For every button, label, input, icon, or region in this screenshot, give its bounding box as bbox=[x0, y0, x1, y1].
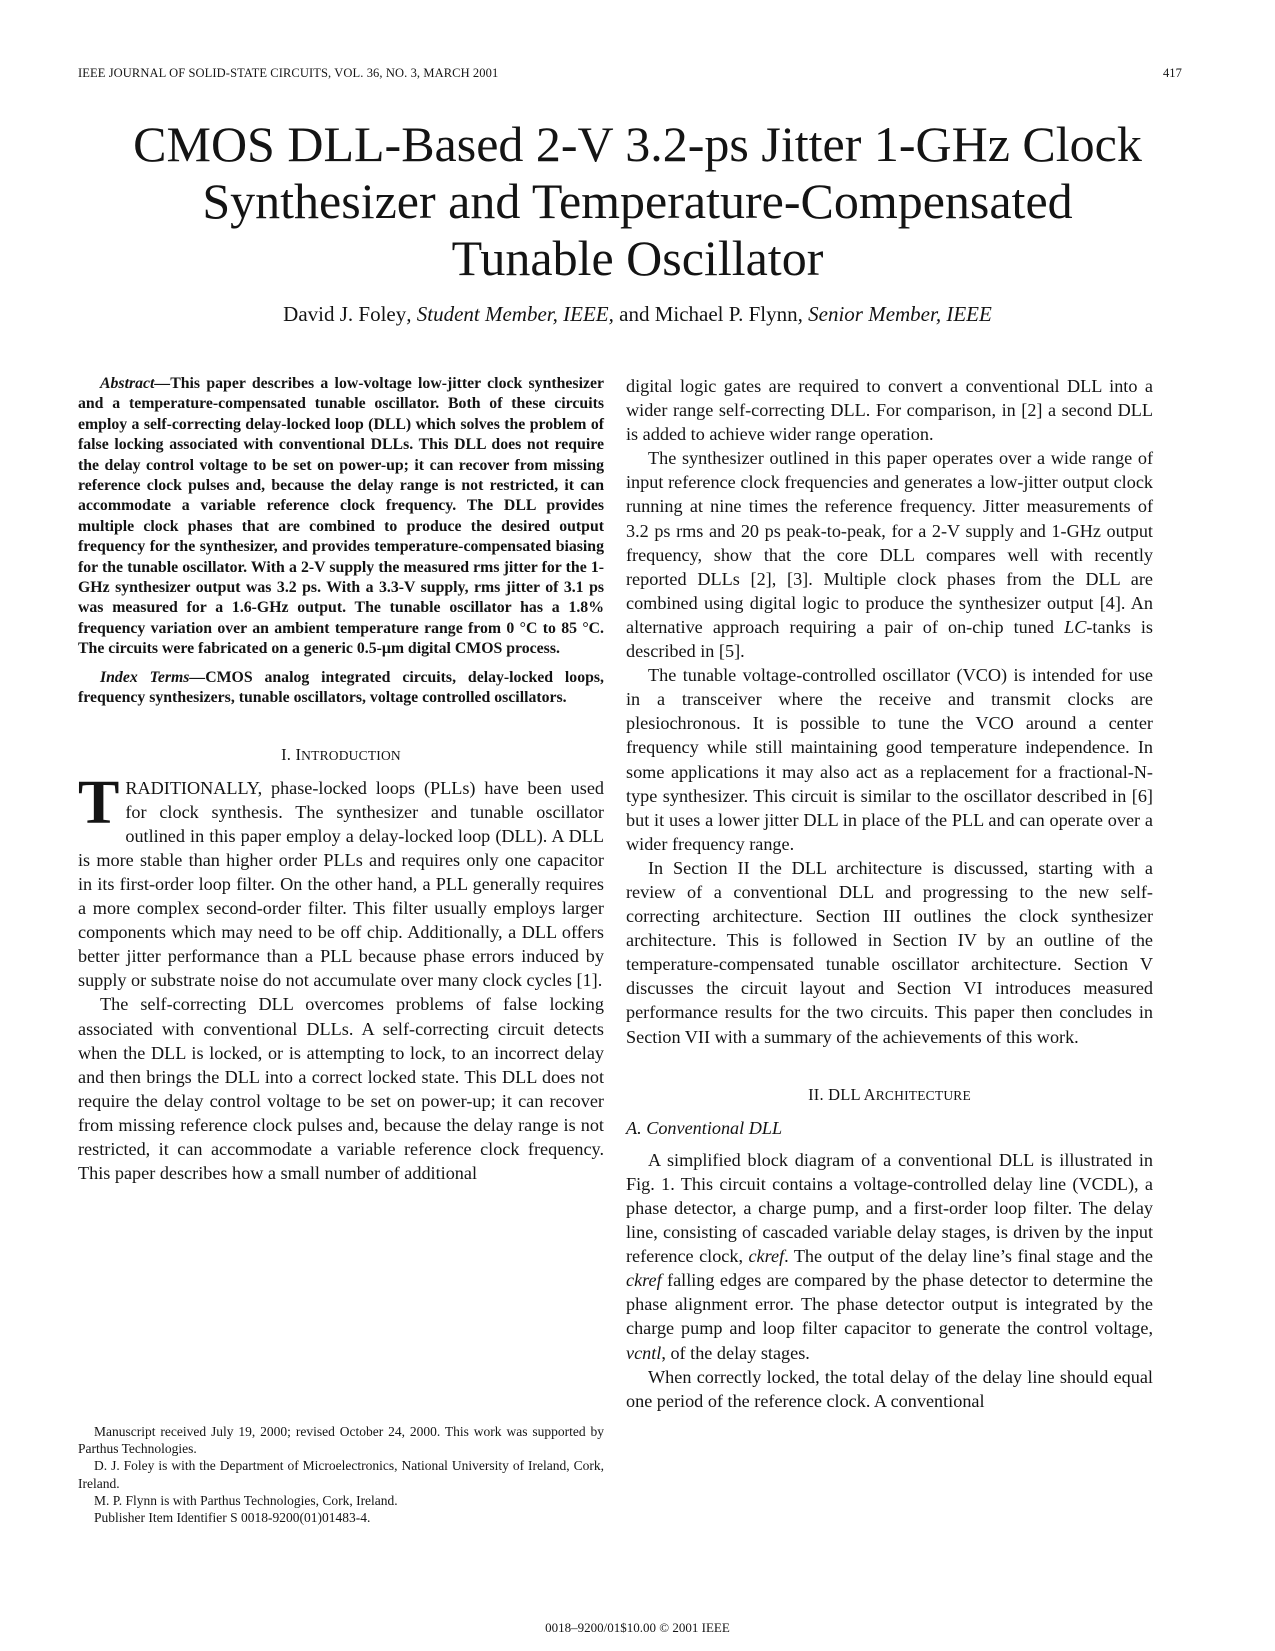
right-paragraph-5: A simplified block diagram of a conventional DLL is illustrated in Fig. 1. This circuit contains a voltage-controlled delay line (VCDL), a phase detector, a charge pump, and a first-order loop filter. The delay line, consisting of cascaded variable delay stages, is driven by the input reference clock, ckref. The output of the delay line’s final stage and the ckref falling edges are compared by the phase detector to determine the phase alignment error. The phase detector output is integrated by the charge pump and loop filter capacitor to generate the control voltage, vcntl, of the delay stages. bbox=[626, 1149, 1153, 1363]
title-line-2: Synthesizer and Temperature-Compensated bbox=[202, 173, 1073, 229]
index-terms-text: CMOS analog integrated circuits, delay-locked loops, frequency synthesizers, tunable oscillators, voltage controlled oscillators. bbox=[78, 668, 604, 707]
right-paragraph-1: digital logic gates are required to convert a conventional DLL into a wider range self-correcting DLL. For comparison, in [2] a second DLL is added to achieve wider range operation. bbox=[626, 376, 1153, 445]
index-terms-label: Index Terms— bbox=[100, 668, 206, 686]
abstract bbox=[78, 374, 604, 660]
paper-title bbox=[60, 116, 1215, 287]
author-conjunction: and bbox=[613, 302, 655, 326]
ckref-term: ckref bbox=[748, 1246, 785, 1267]
copyright-line: 0018–9200/01$10.00 © 2001 IEEE bbox=[545, 1620, 730, 1635]
drop-cap: T bbox=[78, 768, 120, 837]
intro-paragraph-1 bbox=[78, 768, 604, 993]
footnote-manuscript: Manuscript received July 19, 2000; revised October 24, 2000. This work was supported by Parthus Technologies. bbox=[78, 1424, 604, 1457]
right-paragraph-3: The tunable voltage-controlled oscillator (VCO) is intended for use in a transceiver where the receive and transmit clocks are plesiochronous. It is possible to tune the VCO around a center frequency while still maintaining good temperature independence. In some applications it may also act as a replacement for a fractional-N-type synthesizer. This circuit is similar to the oscillator described in [6] but it uses a lower jitter DLL in place of the PLL and can operate over a wider frequency range. bbox=[626, 665, 1153, 854]
journal-citation: IEEE JOURNAL OF SOLID-STATE CIRCUITS, VOL. 36, NO. 3, MARCH 2001 bbox=[78, 66, 499, 80]
author-1-name: David J. Foley bbox=[283, 302, 407, 326]
index-terms bbox=[78, 668, 604, 709]
title-line-1: CMOS DLL-Based 2-V 3.2-ps Jitter 1-GHz Clock bbox=[133, 116, 1142, 172]
lc-tank-term: LC bbox=[1064, 616, 1087, 637]
right-column bbox=[626, 374, 1153, 1413]
footnote-author-2: M. P. Flynn is with Parthus Technologies, Cork, Ireland. bbox=[94, 1492, 398, 1508]
author-2-name: Michael P. Flynn bbox=[654, 302, 798, 326]
intro-paragraph-1-text: RADITIONALLY, phase-locked loops (PLLs) have been used for clock synthesis. The synthesizer and tunable oscillator outlined in this paper employ a delay-locked loop (DLL). A DLL is more stable than higher order PLLs and requires only one capacitor in its first-order loop filter. On the other hand, a PLL generally requires a more complex second-order filter. This filter usually employs larger components which may need to be off chip. Additionally, a DLL offers better jitter performance than a PLL because phase errors induced by supply or substrate noise do not accumulate over many clock cycles [1]. bbox=[78, 777, 604, 991]
left-column bbox=[78, 374, 604, 1185]
right-paragraph-6: When correctly locked, the total delay of the delay line should equal one period of the reference clock. A conventional bbox=[626, 1366, 1153, 1411]
section-heading-dll-architecture: II. DLL ARCHITECTURE bbox=[808, 1084, 971, 1104]
author-1-role: , Student Member, IEEE, bbox=[406, 302, 614, 326]
page-number: 417 bbox=[1162, 66, 1182, 80]
right-paragraph-2: The synthesizer outlined in this paper operates over a wide range of input reference clock frequencies and generates a low-jitter output clock running at nine times the reference frequency. Jitter measurements of 3.2 ps rms and 20 ps peak-to-peak, for a 2-V supply and 1-GHz output frequency, show that the core DLL compares well with recently reported DLLs [2], [3]. Multiple clock phases from the DLL are combined using digital logic to produce the synthesizer output [4]. An alternative approach requiring a pair of on-chip tuned LC-tanks is described in [5]. bbox=[626, 448, 1153, 662]
abstract-text: This paper describes a low-voltage low-jitter clock synthesizer and a temperature-compensated tunable oscillator. Both of these circuits employ a self-correcting delay-locked loop (DLL) which solves the problem of false locking associated with conventional DLLs. This DLL does not require the delay control voltage to be set on power-up; it can recover from missing reference clock pulses and, because the delay range is not restricted, it can accommodate a variable reference clock frequency. The DLL provides multiple clock phases that are combined to produce the desired output frequency for the synthesizer, and provides temperature-compensated biasing for the tunable oscillator. With a 2-V supply the measured rms jitter for the 1-GHz synthesizer output was 3.2 ps. With a 3.3-V supply, rms jitter of 3.1 ps was measured for a 1.6-GHz output. The tunable oscillator has a 1.8% frequency variation over an ambient temperature range from 0 °C to 85 °C. The circuits were fabricated on a generic 0.5-μm digital CMOS process. bbox=[78, 375, 604, 658]
author-2-role: , Senior Member, IEEE bbox=[797, 302, 992, 326]
abstract-label: Abstract— bbox=[100, 375, 171, 392]
footnotes bbox=[78, 1423, 604, 1526]
footnote-author-1: D. J. Foley is with the Department of Microelectronics, National University of Ireland, Cork, Ireland. bbox=[78, 1458, 604, 1491]
title-line-3: Tunable Oscillator bbox=[451, 230, 824, 286]
subsection-heading-conventional-dll: A. Conventional DLL bbox=[626, 1117, 783, 1138]
running-header bbox=[78, 66, 1182, 81]
right-paragraph-4: In Section II the DLL architecture is discussed, starting with a review of a conventional DLL and progressing to the new self-correcting architecture. Section III outlines the clock synthesizer architecture. This is followed in Section IV by an outline of the temperature-compensated tunable oscillator architecture. Section V discusses the circuit layout and Section VI introduces measured performance results for the two circuits. This paper then concludes in Section VII with a summary of the achievements of this work. bbox=[626, 857, 1153, 1047]
intro-paragraph-2: The self-correcting DLL overcomes problems of false locking associated with conventional DLLs. A self-correcting circuit detects when the DLL is locked, or is attempting to lock, to an incorrect delay and then brings the DLL into a correct locked state. This DLL does not require the delay control voltage to be set on power-up; it can recover from missing reference clock pulses and, because the delay range is not restricted, it can accommodate a variable reference clock frequency. This paper describes how a small number of additional bbox=[78, 994, 604, 1184]
section-heading-introduction: I. INTRODUCTION bbox=[281, 744, 401, 764]
vcntl-term: vcntl bbox=[626, 1342, 662, 1363]
footnote-publisher-id: Publisher Item Identifier S 0018-9200(01)01483-4. bbox=[94, 1510, 371, 1526]
ckref-term: ckref bbox=[626, 1270, 662, 1291]
author-line bbox=[60, 302, 1215, 327]
